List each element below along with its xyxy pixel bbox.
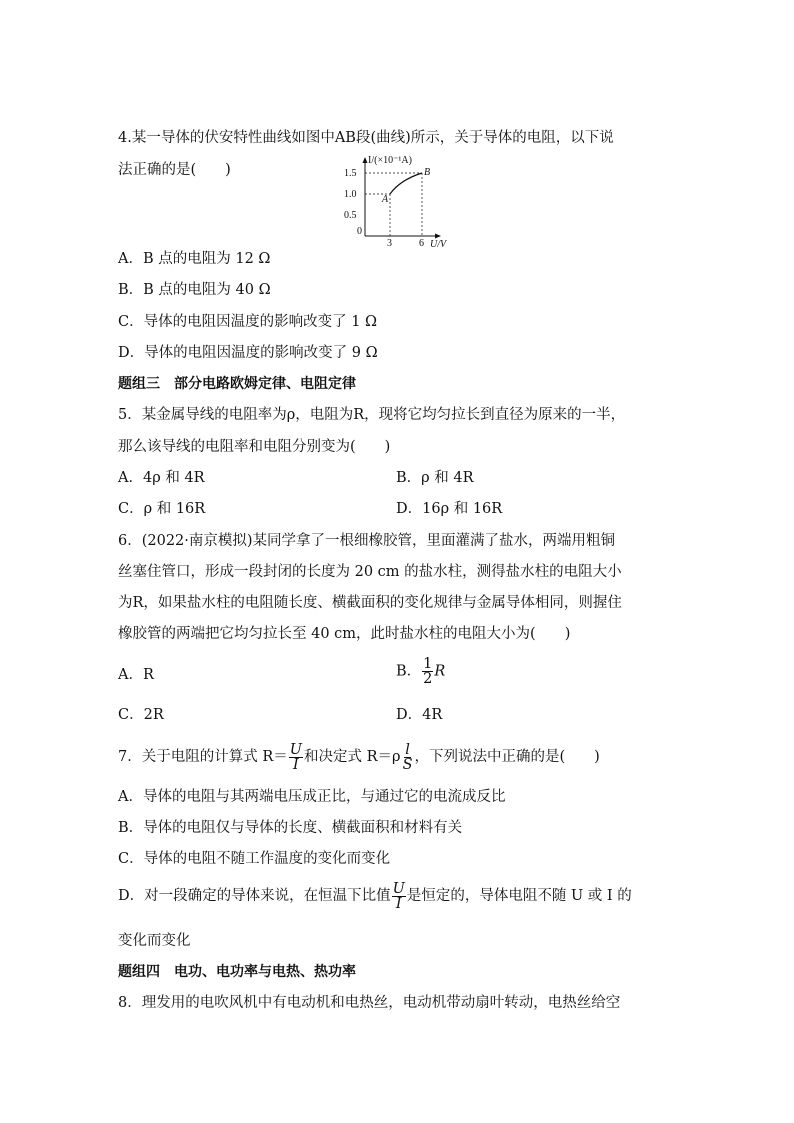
q4-stem-line2: 法正确的是( ) <box>118 162 231 178</box>
u-axis-arrow <box>435 234 441 239</box>
point-a-label: A <box>382 194 389 205</box>
fraction-denominator: S <box>402 756 413 773</box>
q5-option-a: A．4ρ 和 4R <box>118 470 205 486</box>
fraction-u-over-i <box>392 882 406 911</box>
i-axis-label: I/(×10⁻¹A) <box>368 155 412 166</box>
q7-option-d-line2: 变化而变化 <box>118 933 191 949</box>
fraction-denominator: 2 <box>423 671 433 687</box>
q7-option-c: C．导体的电阻不随工作温度的变化而变化 <box>118 851 391 867</box>
q4-option-a: A．B 点的电阻为 12 Ω <box>118 251 271 267</box>
q7-option-a: A．导体的电阻与其两端电压成正比，与通过它的电流成反比 <box>118 789 506 805</box>
q7-stem-prefix: 7．关于电阻的计算式 R＝ <box>118 749 288 765</box>
section-heading-group3: 题组三 部分电路欧姆定律、电阻定律 <box>118 376 356 392</box>
q6-option-b-prefix: B． <box>396 663 422 680</box>
curve-ab <box>390 173 422 194</box>
y-tick-1-0: 1.0 <box>344 189 357 200</box>
x-tick-3: 3 <box>387 238 392 249</box>
q7-option-d-suffix: 是恒定的，导体电阻不随 U 或 I 的 <box>406 888 632 904</box>
q7-stem-middle: 和决定式 R＝ρ <box>304 749 401 765</box>
q6-stem-line3: 为R，如果盐水柱的电阻随长度、横截面积的变化规律与金属导体相同，则握住 <box>118 595 622 611</box>
q6-option-a: A．R <box>118 667 154 683</box>
q5-option-c: C．ρ 和 16R <box>118 501 206 517</box>
u-axis-label: U/V <box>430 239 447 250</box>
q5-stem-line1: 5．某金属导线的电阻率为ρ，电阻为R，现将它均匀拉长到直径为原来的一半， <box>118 407 626 423</box>
q4-stem-line1: 4.某一导体的伏安特性曲线如图中AB段(曲线)所示，关于导体的电阻，以下说 <box>118 130 614 146</box>
section-heading-group4: 题组四 电功、电功率与电热、热功率 <box>118 964 356 980</box>
q7-stem <box>118 742 600 772</box>
q6-option-b-suffix: R <box>434 663 446 680</box>
q6-option-b <box>396 657 445 686</box>
q7-option-d <box>118 881 632 911</box>
fraction-l-over-s <box>402 743 414 772</box>
x-tick-6: 6 <box>419 238 424 249</box>
fraction-u-over-i <box>289 743 303 772</box>
q4-option-b: B．B 点的电阻为 40 Ω <box>118 282 271 298</box>
q7-option-b: B．导体的电阻仅与导体的长度、横截面积和材料有关 <box>118 820 463 836</box>
q8-stem-line1: 8．理发用的电吹风机中有电动机和电热丝，电动机带动扇叶转动，电热丝给空 <box>118 995 621 1011</box>
q6-stem-line1: 6．(2022·南京模拟)某同学拿了一根细橡胶管，里面灌满了盐水，两端用粗铜 <box>118 533 616 549</box>
q7-option-d-prefix: D．对一段确定的导体来说，在恒温下比值 <box>118 888 391 904</box>
fraction-denominator: I <box>395 895 402 912</box>
fraction-numerator: U <box>392 880 405 897</box>
q5-option-d: D．16ρ 和 16R <box>396 501 503 517</box>
q6-option-d: D．4R <box>396 707 443 723</box>
q5-stem-line2: 那么该导线的电阻率和电阻分别变为( ) <box>118 439 391 455</box>
fraction-denominator: I <box>293 756 299 773</box>
point-b-label: B <box>424 167 431 178</box>
q6-stem-line2: 丝塞住管口，形成一段封闭的长度为 20 cm 的盐水柱，测得盐水柱的电阻大小 <box>118 564 622 580</box>
y-tick-1-5: 1.5 <box>344 168 357 179</box>
i-axis-arrow <box>363 157 368 163</box>
fraction-one-half <box>422 657 433 686</box>
fraction-numerator: 1 <box>423 656 433 672</box>
iv-curve-graph <box>338 154 458 250</box>
origin-label: 0 <box>357 226 362 237</box>
q6-stem-line4: 橡胶管的两端把它均匀拉长至 40 cm，此时盐水柱的电阻大小为( ) <box>118 626 571 642</box>
y-tick-0-5: 0.5 <box>344 210 357 221</box>
q7-stem-suffix: ，下列说法中正确的是( ) <box>414 749 600 765</box>
q4-option-d: D．导体的电阻因温度的影响改变了 9 Ω <box>118 345 378 361</box>
fraction-numerator: U <box>289 741 302 758</box>
q6-option-c: C．2R <box>118 707 164 723</box>
fraction-numerator: l <box>405 741 410 758</box>
q5-option-b: B．ρ 和 4R <box>396 470 474 486</box>
q4-option-c: C．导体的电阻因温度的影响改变了 1 Ω <box>118 314 378 330</box>
